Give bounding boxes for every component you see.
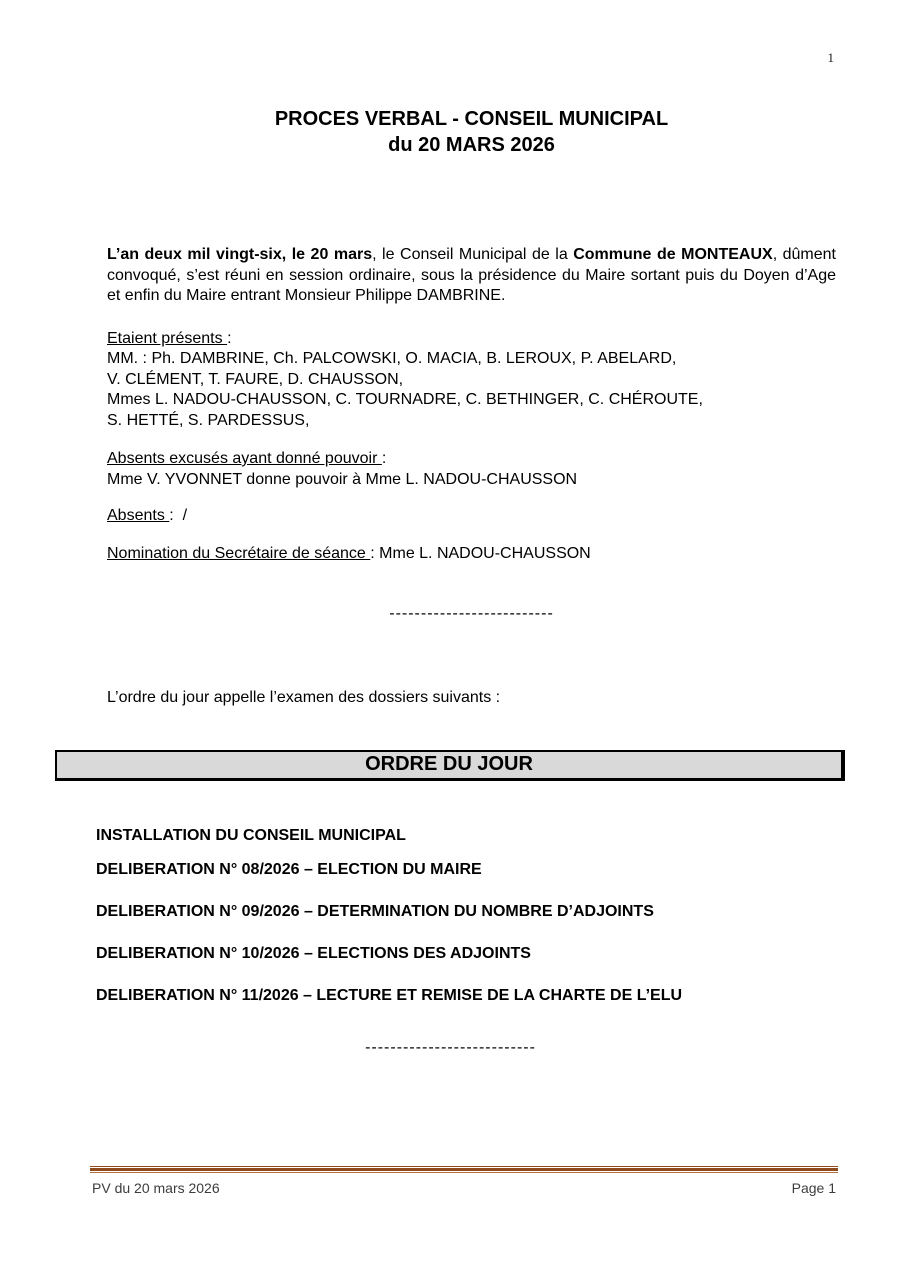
- intro-paragraph: [107, 245, 836, 307]
- present-line-mmes-2: S. HETTÉ, S. PARDESSUS,: [107, 411, 310, 429]
- agenda-item: INSTALLATION DU CONSEIL MUNICIPAL: [96, 827, 406, 844]
- document-title-line1: PROCES VERBAL - CONSEIL MUNICIPAL: [274, 108, 669, 130]
- agenda-item: DELIBERATION N° 11/2026 – LECTURE ET REMISE DE LA CHARTE DE L’ELU: [96, 987, 683, 1004]
- footer-rule: [90, 1166, 838, 1173]
- intro-text-2: , dûment convoqué, s’est réuni en session ordinaire, sous la présidence du Maire sortant puis du Doyen d’Age et enfin du Maire entrant Monsieur Philippe DAMBRINE.: [107, 246, 837, 304]
- intro-text-1: , le Conseil Municipal de la: [372, 246, 574, 263]
- order-du-jour-banner: ORDRE DU JOUR: [55, 750, 845, 781]
- footer-rule-thin-bottom: [90, 1172, 838, 1173]
- agenda-item: DELIBERATION N° 08/2026 – ELECTION DU MAIRE: [96, 861, 482, 878]
- absent-label: Absents: [107, 507, 170, 524]
- present-line-mmes: Mmes L. NADOU-CHAUSSON, C. TOURNADRE, C. BETHINGER, C. CHÉROUTE,: [107, 391, 703, 408]
- absent-section: [107, 506, 836, 527]
- page-footer: [90, 1166, 838, 1196]
- document-content: [0, 106, 900, 1059]
- intro-date-bold: L’an deux mil vingt-six, le 20 mars: [107, 246, 373, 263]
- present-heading: [107, 329, 836, 350]
- secretary-label: Nomination du Secrétaire de séance: [107, 544, 371, 562]
- footer-text-row: [90, 1180, 838, 1196]
- excused-section: [107, 449, 836, 490]
- absent-value: : /: [169, 507, 188, 524]
- secretary-value: : Mme L. NADOU-CHAUSSON: [370, 544, 591, 562]
- agenda-item: DELIBERATION N° 10/2026 – ELECTIONS DES ADJOINTS: [96, 945, 531, 962]
- document-title: [107, 106, 836, 158]
- present-colon: :: [227, 329, 232, 347]
- intro-commune-bold: Commune de MONTEAUX: [573, 246, 773, 263]
- corner-page-number: 1: [827, 50, 834, 65]
- footer-right-page-label: Page 1: [791, 1180, 836, 1196]
- agenda-item: DELIBERATION N° 09/2026 – DETERMINATION DU NOMBRE D’ADJOINTS: [96, 903, 654, 920]
- excused-colon: :: [381, 450, 387, 467]
- present-section: [107, 329, 836, 432]
- present-line-mm-2: V. CLÉMENT, T. FAURE, D. CHAUSSON,: [107, 370, 404, 388]
- dash-separator-1: --------------------------: [389, 605, 554, 622]
- document-title-line2: du 20 MARS 2026: [388, 134, 555, 156]
- secretary-section: [107, 544, 836, 565]
- footer-left-text: PV du 20 mars 2026: [92, 1180, 220, 1196]
- present-line-mm: MM. : Ph. DAMBRINE, Ch. PALCOWSKI, O. MACIA, B. LEROUX, P. ABELARD,: [107, 350, 677, 367]
- excused-line: Mme V. YVONNET donne pouvoir à Mme L. NADOU-CHAUSSON: [107, 470, 578, 488]
- agenda-list: [96, 825, 836, 1006]
- dash-separator-2: ---------------------------: [365, 1039, 536, 1056]
- excused-label: Absents excusés ayant donné pouvoir: [107, 450, 382, 467]
- order-intro-sentence: L’ordre du jour appelle l’examen des dossiers suivants :: [107, 688, 501, 706]
- present-label: Etaient présents: [107, 329, 228, 347]
- excused-heading: [107, 449, 836, 470]
